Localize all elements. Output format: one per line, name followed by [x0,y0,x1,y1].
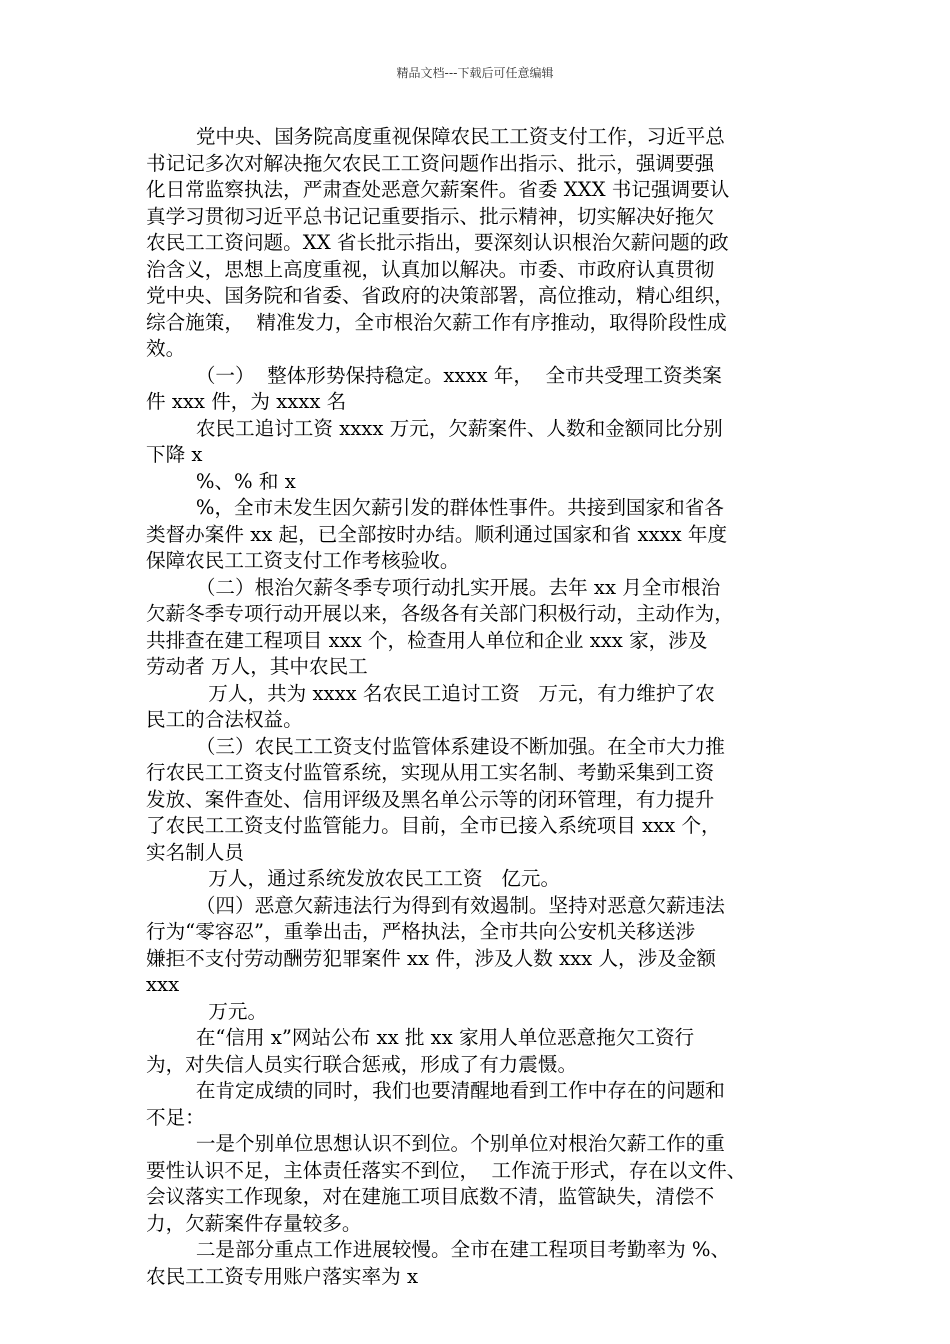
text-line: 件 xxx 件，为 xxxx 名 [146,390,347,413]
text-line: 在肯定成绩的同时，我们也要清醒地看到工作中存在的问题和 [146,1079,725,1102]
text-line: （四）恶意欠薪违法行为得到有效遏制。坚持对恶意欠薪违法 [146,893,725,917]
text-line: 综合施策， 精准发力，全市根治欠薪工作有序推动，取得阶段性成 [146,310,727,334]
text-line: 实名制人员 [146,840,244,864]
text-line: 二是部分重点工作进展较慢。全市在建工程项目考勤率为 %、 [146,1238,731,1261]
text-line: 行农民工工资支付监管系统，实现从用工实名制、考勤采集到工资 [146,761,715,784]
text-line: 力，欠薪案件存量较多。 [146,1211,362,1235]
text-line: 发放、案件查处、信用评级及黑名单公示等的闭环管理，有力提升 [146,787,715,811]
text-line: 农民工工资专用账户落实率为 x [146,1264,418,1288]
text-line: 书记记多次对解决拖欠农民工工资问题作出指示、批示，强调要强 [146,151,715,175]
text-line: 万人，通过系统发放农民工工资 亿元。 [146,867,561,890]
document-body [146,124,816,1290]
text-line: 化日常监察执法，严肃查处恶意欠薪案件。省委 XXX 书记强调要认 [146,178,730,201]
text-line: 下降 x [146,443,203,466]
text-line: 在“信用 x”网站公布 xx 批 xx 家用人单位恶意拖欠工资行 [146,1026,695,1049]
text-line: 保障农民工工资支付工作考核验收。 [146,549,460,572]
text-line: 万人，共为 xxxx 名农民工追讨工资 万元，有力维护了农 [146,681,715,705]
text-line: xxx [146,973,180,996]
text-line: 真学习贯彻习近平总书记记重要指示、批示精神，切实解决好拖欠 [146,204,715,228]
text-line: 农民工追讨工资 xxxx 万元，欠薪案件、人数和金额同比分别 [146,416,723,440]
text-line: （三）农民工工资支付监管体系建设不断加强。在全市大力推 [146,734,725,758]
text-line: 党中央、国务院和省委、省政府的决策部署，高位推动，精心组织， [146,284,734,307]
text-line: 嫌拒不支付劳动酬劳犯罪案件 xx 件，涉及人数 xxx 人，涉及金额 [146,946,717,970]
text-line: 会议落实工作现象，对在建施工项目底数不清，监管缺失，清偿不 [146,1185,715,1208]
text-line: 类督办案件 xx 起，已全部按时办结。顺利通过国家和省 xxxx 年度 [146,522,728,546]
text-line: （二）根治欠薪冬季专项行动扎实开展。去年 xx 月全市根治 [146,575,721,599]
text-line: 治含义，思想上高度重视，认真加以解决。市委、市政府认真贯彻 [146,257,715,281]
text-line: 民工的合法权益。 [146,708,303,731]
text-line: 万元。 [146,999,268,1023]
text-line: 了农民工工资支付监管能力。目前，全市已接入系统项目 xxx 个， [146,814,721,837]
text-line: 行为“零容忍”，重拳出击，严格执法，全市共向公安机关移送涉 [146,920,696,943]
text-line: 为，对失信人员实行联合惩戒，形成了有力震慑。 [146,1052,578,1076]
text-line: 要性认识不足，主体责任落实不到位， 工作流于形式，存在以文件、 [146,1158,747,1182]
text-line: 不足： [146,1105,205,1129]
text-line: %，全市未发生因欠薪引发的群体性事件。共接到国家和省各 [146,496,724,519]
text-line: %、% 和 x [146,469,296,493]
text-line: 效。 [146,337,186,360]
text-line: 党中央、国务院高度重视保障农民工工资支付工作，习近平总 [146,125,725,148]
text-line: 农民工工资问题。XX 省长批示指出，要深刻认识根治欠薪问题的政 [146,231,729,254]
text-line: 劳动者 万人，其中农民工 [146,655,368,678]
text-line: 一是个别单位思想认识不到位。个别单位对根治欠薪工作的重 [146,1132,725,1155]
text-line: （一） 整体形势保持稳定。xxxx 年， 全市共受理工资类案 [146,363,722,387]
text-line: 欠薪冬季专项行动开展以来，各级各有关部门积极行动，主动作为， [146,602,734,625]
text-line: 共排查在建工程项目 xxx 个，检查用人单位和企业 xxx 家，涉及 [146,628,708,652]
page-header: 精品文档---下载后可任意编辑 [396,66,554,80]
